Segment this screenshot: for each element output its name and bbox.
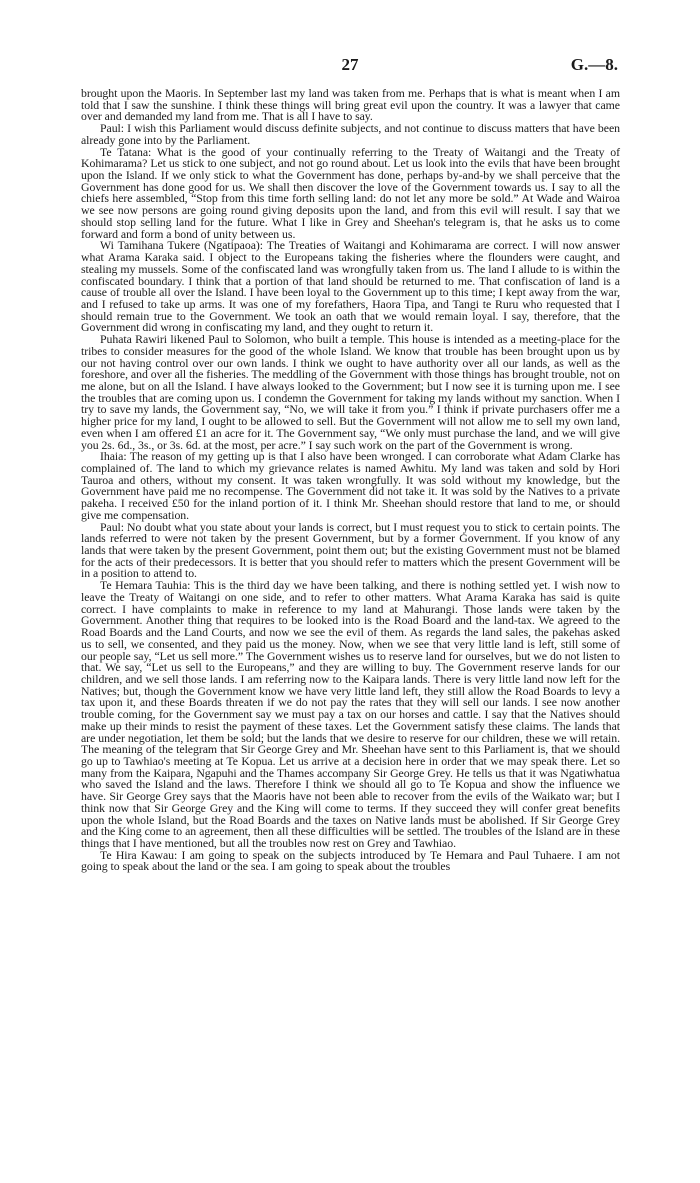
document-reference: G.—8. (570, 55, 618, 74)
page-number: 27 (341, 55, 359, 74)
body-text (81, 88, 620, 873)
paragraph: Te Tatana: What is the good of your continually referring to the Treaty of Waitangi and the Treaty of Kohimarama? Let us stick to one subject, and not go round about. Let us look into the evils that have been brought upon the Island. If we only stick to what the Government has done, perhaps by-and-by we shall perceive that the Government has done good for us. We shall then discover the love of the Government towards us. I say to all the chiefs here assembled, “Stop from this time forth selling land: do not let any more be sold.” At Wade and Wairoa we see now persons are going round giving deposits upon the land, and from this evil will result. I say that we should stop selling land for the future. What I like in Grey and Sheehan's telegram is, that he asks us to come forward and form a bond of unity between us. (81, 144, 620, 241)
paragraph: Te Hemara Tauhia: This is the third day we have been talking, and there is nothing settled yet. I wish now to leave the Treaty of Waitangi on one side, and to refer to other matters. What Arama Karaka has said is quite correct. I have complaints to make in reference to my land at Mahurangi. Those lands were taken by the Government. Another thing that requires to be looked into is the Road Board and the land-tax. We agreed to the Road Boards and the Land Courts, and now we see the evil of them. As regards the land sales, the pakehas asked us to sell, we consented, and they paid us the money. Now, when we see that very little land is left, still some of our people say, “Let us sell more.” The Government wishes us to reserve land for ourselves, but we do not listen to that. We say, “Let us sell to the Europeans,” and they are willing to buy. The Government reserve lands for our children, and we sell those lands. I am referring now to the Kaipara lands. There is very little land now left for the Natives; but, though the Government know we have very little land left, they still allow the Road Boards to levy a tax upon it, and these Boards threaten if we do not pay the rates that they will sell our lands. I see now another trouble coming, for the Government say we must pay a tax on our horses and cattle. I say that the Natives should make up their minds to resist the payment of these taxes. Let the Government satisfy these claims. The lands that are under negotiation, let them be sold; but the lands that we desire to reserve for our children, these we will retain. The meaning of the telegram that Sir George Grey and Mr. Sheehan have sent to this Parliament is, that we should go up to Tawhiao's meeting at Te Kopua. Let us arrive at a decision here in order that we may speak there. Let so many from the Kaipara, Ngapuhi and the Thames accompany Sir George Grey. He tells us that it was Ngatiwhatua who saved the Island and the laws. Therefore I think we should all go to Te Kopua and show the influence we have. Sir George Grey says that the Maoris have not been able to recover from the evils of the Waikato war; but I think now that Sir George Grey and the King will come to terms. If they succeed they will confer great benefits upon the whole Island, but the Road Boards and the taxes on Native lands must be abolished. If Sir George Grey and the King come to an agreement, then all these difficulties will be settled. The troubles of the Island are in these things that I have mentioned, but all the troubles now rest on Grey and Tawhiao. (81, 578, 620, 850)
paragraph: Paul: No doubt what you state about your lands is correct, but I must request you to stick to certain points. The lands referred to were not taken by the present Government, but by a former Government. If you know of any lands that were taken by the present Government, point them out; but the existing Government must not be blamed for the acts of their predecessors. It is better that you should refer to matters which the present Government will be in a position to attend to. (81, 519, 620, 581)
paragraph: Wi Tamihana Tukere (Ngatipaoa): The Treaties of Waitangi and Kohimarama are correct. I will now answer what Arama Karaka said. I object to the Europeans taking the fisheries where the flounders were caught, and stealing my mussels. Some of the confiscated land was wrongfully taken from us. The land I allude to is within the confiscated boundary. I think that a portion of that land should be returned to me. That confiscation of land is a cause of trouble all over the Island. I have been loyal to the Government up to this time; I kept away from the war, and I refused to take up arms. It was one of my forefathers, Haora Tipa, and Tangi te Ruru who requested that I should remain true to the Government. We took an oath that we would remain loyal. I say, therefore, that the Government did wrong in confiscating my land, and they ought to return it. (81, 238, 620, 335)
paragraph: Paul: I wish this Parliament would discuss definite subjects, and not continue to discuss matters that have been already gone into by the Parliament. (81, 121, 620, 147)
paragraph: Te Hira Kawau: I am going to speak on the subjects introduced by Te Hemara and Paul Tuhaere. I am not going to speak about the land or the sea. I am going to speak about the troubles (81, 847, 620, 874)
paragraph: brought upon the Maoris. In September last my land was taken from me. Perhaps that is what is meant when I am told that I saw the sunshine. I think these things will bring great evil upon the country. It was a lawyer that came over and demanded my land from me. That is all I have to say. (81, 86, 620, 124)
paragraph: Ihaia: The reason of my getting up is that I also have been wronged. I can corroborate what Adam Clarke has complained of. The land to which my grievance relates is named Awhitu. My land was taken and sold by Hori Tauroa and others, without my consent. It was taken wrongfully. It was sold without my knowledge, but the Government have paid me no recompense. The Government did not take it. It was sold by the Natives to a private pakeha. I received £50 for the inland portion of it. I think Mr. Sheehan should restore that land to me, or should give me compensation. (81, 449, 620, 522)
paragraph: Puhata Rawiri likened Paul to Solomon, who built a temple. This house is intended as a meeting-place for the tribes to consider measures for the good of the whole Island. We know that trouble has been brought upon us by our not having control over our own lands. I think we ought to have authority over all our lands, as well as the foreshore, and over all the fisheries. The meddling of the Government with those things has brought trouble, not on me alone, but on all the Island. I have always looked to the Government; but I now see it is turning upon me. I see the troubles that are coming upon us. I condemn the Government for taking my lands without my sanction. When I try to save my lands, the Government say, “No, we will take it from you.” I think if private purchasers offer me a higher price for my land, I ought to be allowed to sell. But the Government will not allow me to sell my own land, even when I am offered £1 an acre for it. The Government say, “We only must purchase the land, and we will give you 2s. 6d., 3s., or 3s. 6d. at the most, per acre.” I say such work on the part of the Government is wrong. (81, 332, 620, 452)
